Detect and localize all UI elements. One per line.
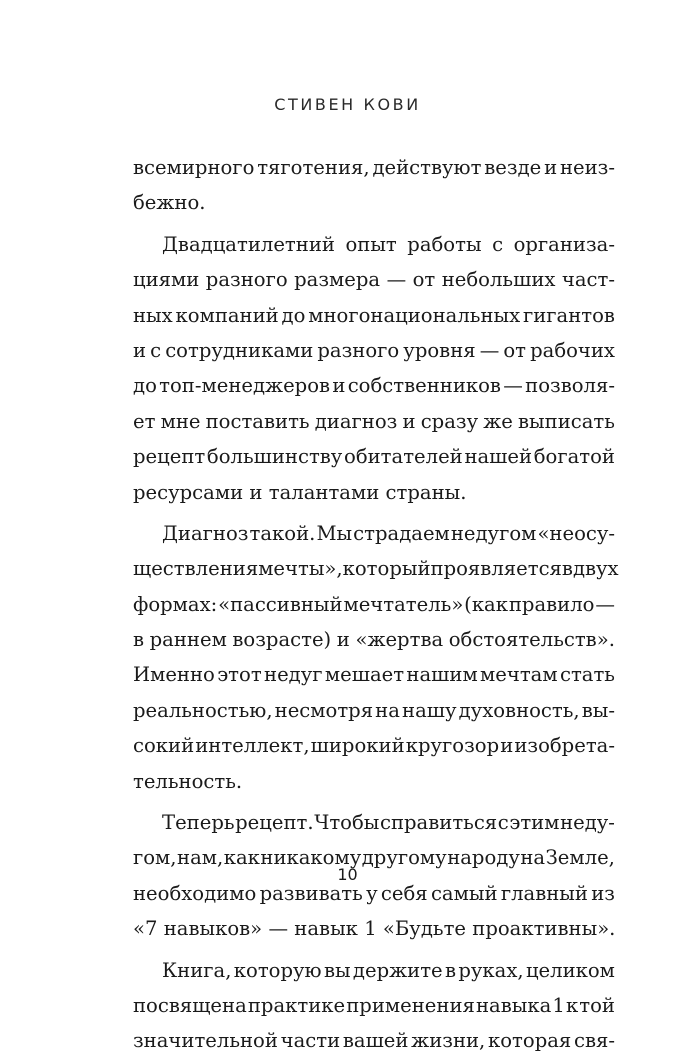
text-line: реальностью, несмотря на нашу духовность, вы-: [133, 698, 615, 722]
text-line: Двадцатилетний опыт работы с организа-: [162, 232, 615, 256]
text-line: циями разного размера — от небольших част-: [133, 268, 615, 292]
text-line: сокий интеллект, широкий кругозор и изобрета-: [133, 734, 615, 758]
text-line: бежно.: [133, 191, 206, 215]
paragraph: [133, 227, 615, 510]
text-line: значительной части вашей жизни, которая свя-: [133, 1029, 615, 1053]
text-line: формах: «пассивный мечтатель» (как правило —: [133, 592, 615, 616]
body-text: [133, 150, 619, 1059]
text-line: посвящена практике применения навыка 1 к той: [133, 993, 615, 1017]
text-line: рецепт большинству обитателей нашей богатой: [133, 445, 615, 469]
text-line: ресурсами и талантами страны.: [133, 480, 467, 504]
page-number: 10: [337, 865, 358, 884]
text-line: Книга, которую вы держите в руках, целиком: [162, 958, 615, 982]
text-line: ных компаний до многонациональных гигантов: [133, 303, 615, 327]
paragraph: [133, 516, 619, 799]
paragraph: [133, 150, 615, 221]
text-line: Диагноз такой. Мы страдаем недугом «неосу-: [162, 521, 615, 545]
text-line: тельность.: [133, 769, 243, 793]
text-line: до топ-менеджеров и собственников — позволя-: [133, 374, 615, 398]
text-line: и с сотрудниками разного уровня — от рабочих: [133, 338, 615, 362]
text-line: ет мне поставить диагноз и сразу же выписать: [133, 409, 615, 433]
text-line: в раннем возрасте) и «жертва обстоятельств».: [133, 628, 615, 652]
text-line: Именно этот недуг мешает нашим мечтам стать: [133, 663, 615, 687]
text-line: необходимо развивать у себя самый главный из: [133, 881, 615, 905]
running-head: СТИВЕН КОВИ: [274, 95, 421, 114]
text-line: «7 навыков» — навык 1 «Будьте проактивны».: [133, 917, 616, 941]
paragraph: [133, 953, 615, 1059]
text-line: ществления мечты», который проявляется в двух: [133, 557, 619, 581]
text-line: всемирного тяготения, действуют везде и неиз-: [133, 156, 615, 179]
text-line: гом, нам, как никакому другому народу на Земле,: [133, 846, 615, 870]
text-line: Теперь рецепт. Чтобы справиться с этим неду-: [162, 811, 615, 835]
